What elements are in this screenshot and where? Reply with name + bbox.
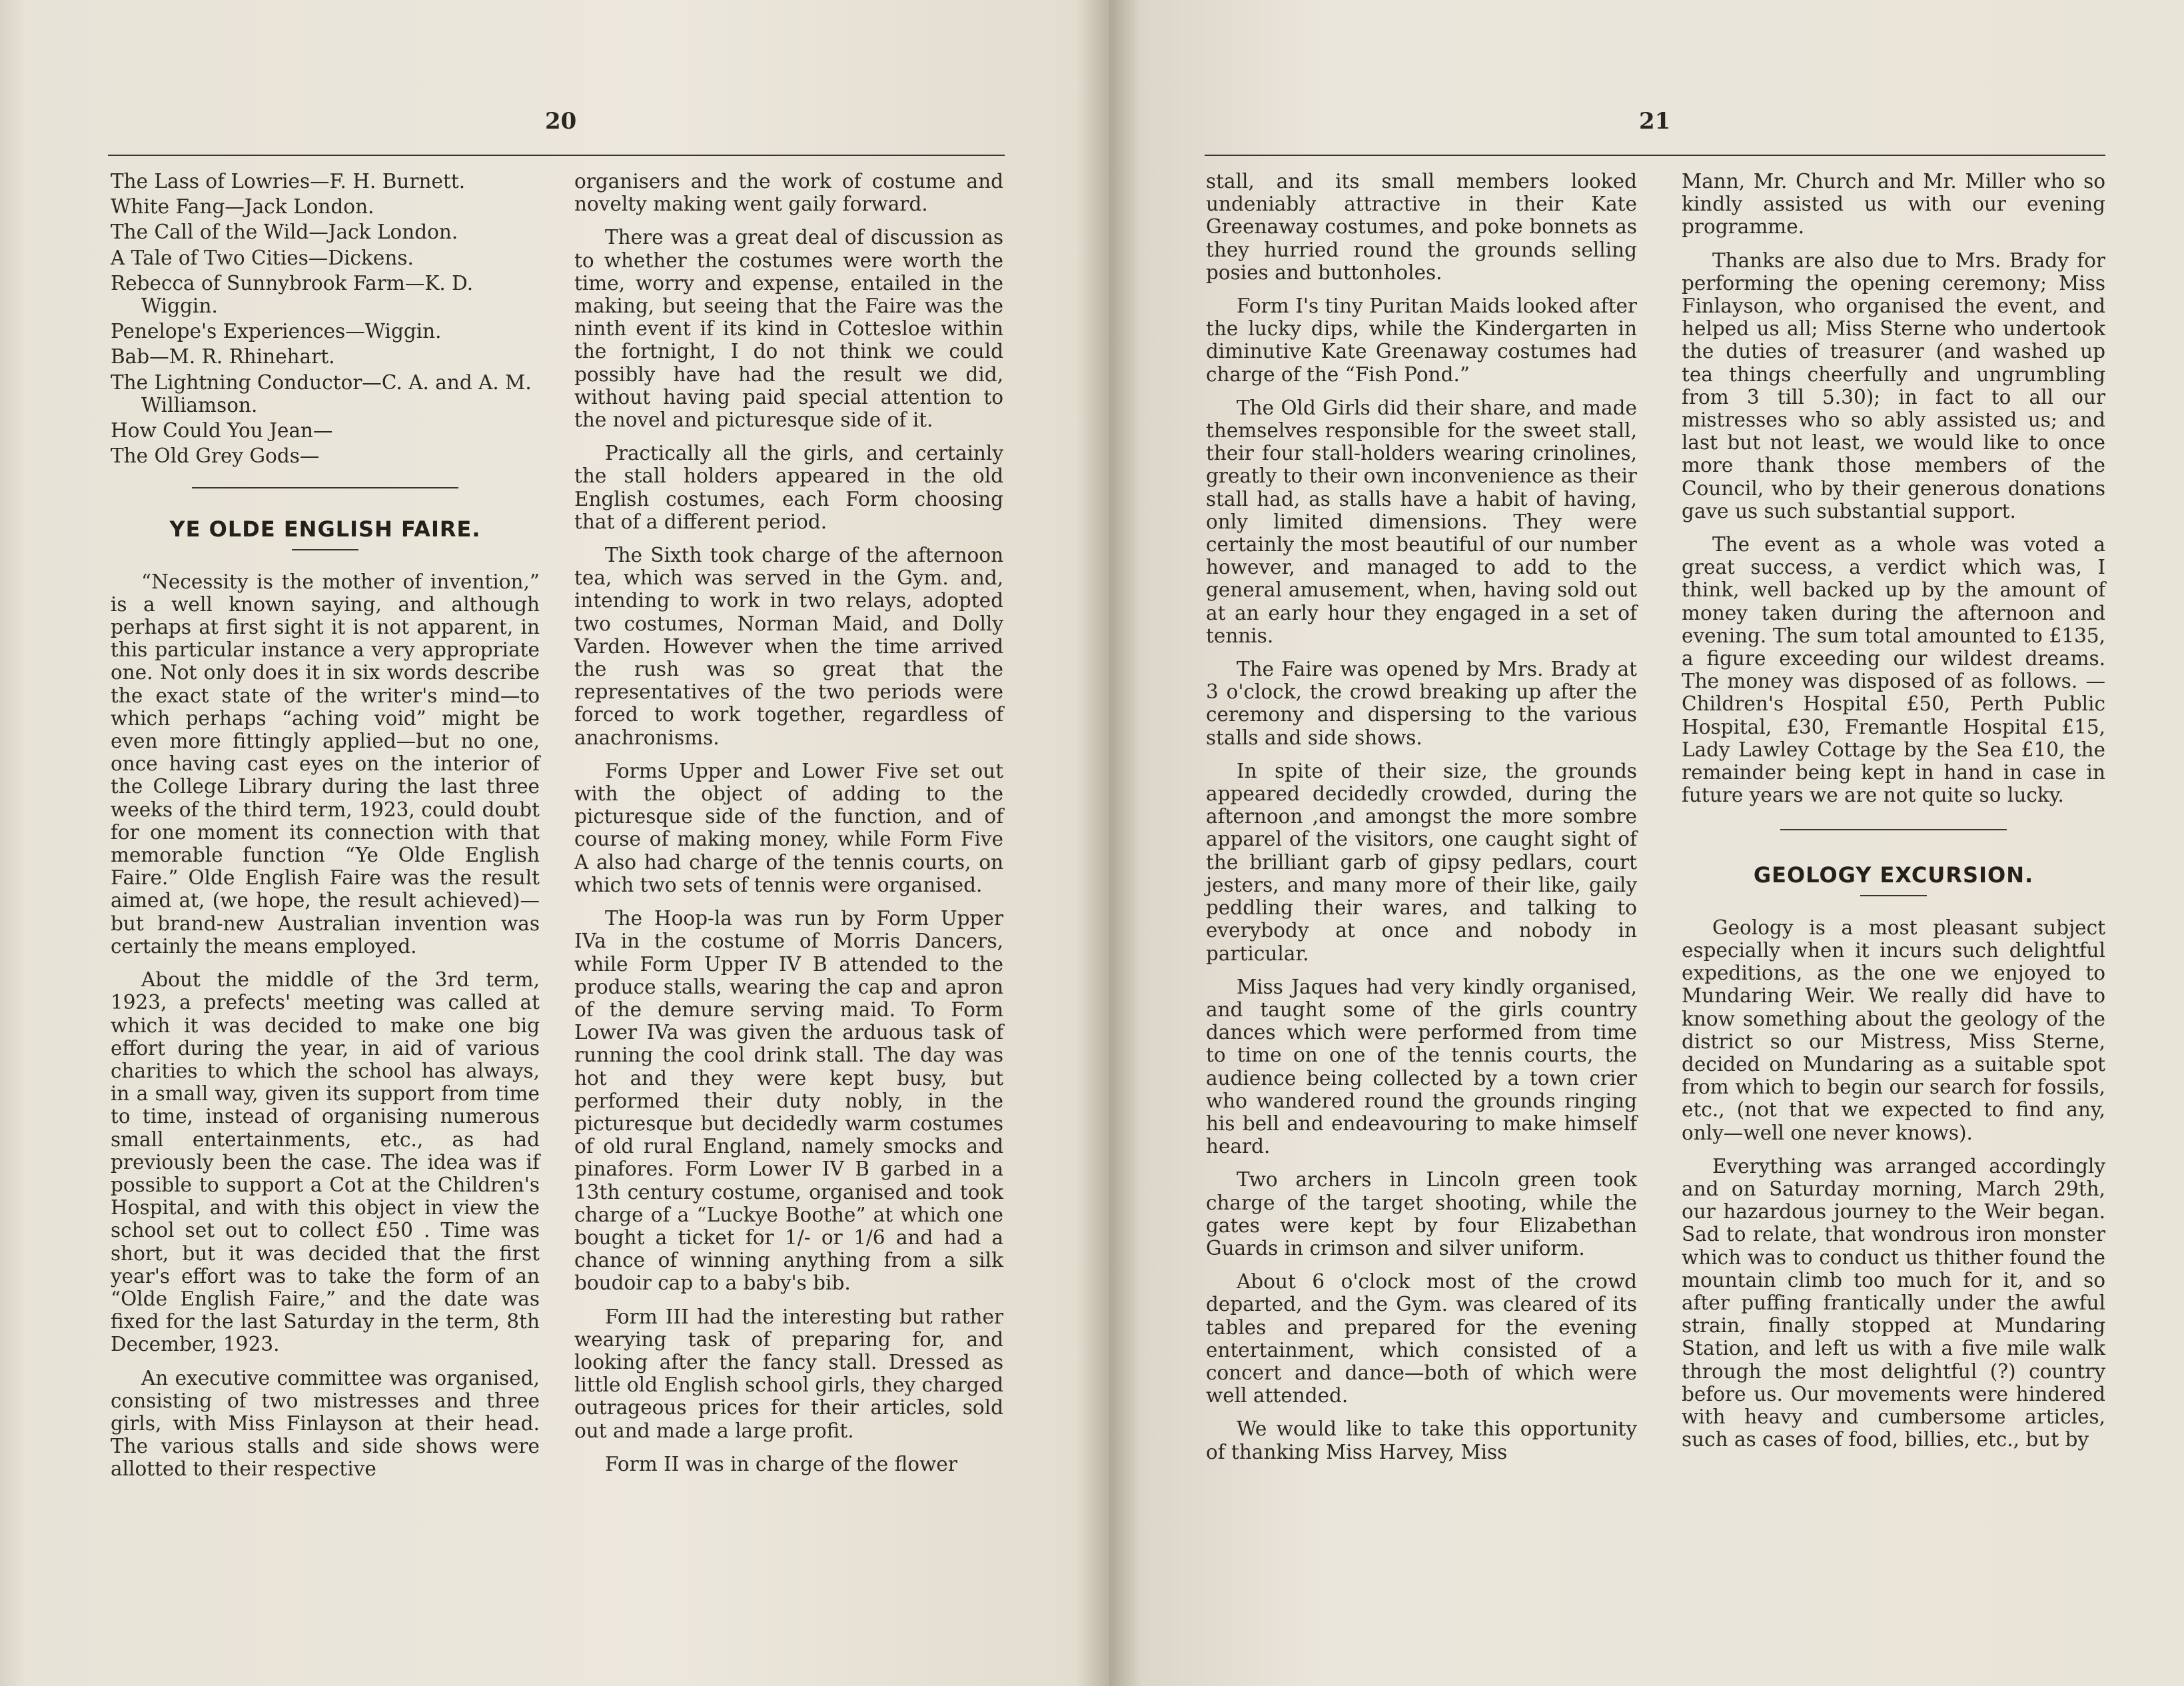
paragraph: The Hoop-la was run by Form Upper IVa in the costume of Morris Dancers, while Form Upper IV B attended to the produce stalls, wearing the cap and apron of the demure serving maid. To Form Lower IVa was given the arduous task of running the cool drink stall. The day was hot and they were kept busy, but performed their duty nobly, in the picturesque but decidedly warm costumes of old rural England, namely smocks and pinafores. Form Lower IV B garbed in a 13th century costume, organised and took charge of a “Luckye Boothe” at which one bought a ticket for 1/- or 1/6 and had a chance of winning anything from a silk boudoir cap to a baby's bib. xyxy=(574,907,1003,1295)
paragraph: “Necessity is the mother of invention,” is a well known saying, and although perhaps at first sight it is not apparent, in this particular instance a very appropriate one. Not only does it in six words describe the exact state of the writer's mind—to which perhaps “aching void” might be even more fittingly applied—but no one, once having cast eyes on the interior of the College Library during the last three weeks of the third term, 1923, could doubt for one moment its connection with that memorable function “Ye Olde English Faire.” Olde English Faire was the result aimed at, (we hope, the result achieved)—but brand-new Australian invention was certainly the means employed. xyxy=(111,570,540,958)
left-column-2 xyxy=(574,170,1003,1486)
paragraph: Forms Upper and Lower Five set out with the object of adding to the picturesque side of the function, and of course of making money, while Form Five A also had charge of the tennis courts, on which two sets of tennis were organised. xyxy=(574,759,1003,896)
paragraph: Thanks are also due to Mrs. Brady for performing the opening ceremony; Miss Finlayson, who organised the event, and helped us all; Miss Sterne who undertook the duties of treasurer (and washed up tea things cheerfully and ungrumbling from 3 till 5.30); in fact to all our mistresses who so ably assisted us; and last but not least, we would like to once more thank those members of the Council, who by their generous donations gave us such substantial support. xyxy=(1682,249,2105,522)
paragraph: Mann, Mr. Church and Mr. Miller who so kindly assisted us with our evening programme. xyxy=(1682,170,2105,239)
right-column-2 xyxy=(1682,170,2105,1461)
section-divider xyxy=(1780,829,2007,830)
paragraph: We would like to take this opportunity of thanking Miss Harvey, Miss xyxy=(1206,1417,1637,1463)
paragraph: In spite of their size, the grounds appeared decidedly crowded, during the afternoon ,and amongst the more sombre apparel of the visitors, one caught sight of the brilliant garb of gipsy pedlars, court jesters, and many more of their like, gaily peddling their wares, and talking to everybody at once and nobody in particular. xyxy=(1206,759,1637,965)
page-number: 21 xyxy=(1639,108,1671,135)
left-column-1 xyxy=(111,170,540,1491)
list-item: How Could You Jean— xyxy=(111,419,333,442)
header-rule xyxy=(1205,155,2105,156)
page-number: 20 xyxy=(545,108,577,135)
paragraph: The Old Girls did their share, and made themselves responsible for the sweet stall, their four stall-holders wearing crinolines, greatly to their own inconvenience as their stall had, as stalls have a habit of having, only limited dimensions. They were certainly the most beautiful of our number however, and managed to add to the general amusement, when, having sold out at an early hour they engaged in a set of tennis. xyxy=(1206,396,1637,647)
header-rule xyxy=(108,155,1005,156)
paragraph: About the middle of the 3rd term, 1923, a prefects' meeting was called at which it was decided to make one big effort during the year, in aid of various charities to which the school has always, in a small way, given its support from time to time, instead of organising numerous small entertainments, etc., as had previously been the case. The idea was if possible to support a Cot at the Children's Hospital, and with this object in view the school set out to collect £50 . Time was short, but it was decided that the first year's effort was to take the form of an “Olde English Faire,” and the date was fixed for the last Saturday in the term, 8th December, 1923. xyxy=(111,968,540,1356)
paragraph: The Faire was opened by Mrs. Brady at 3 o'clock, the crowd breaking up after the ceremony and dispersing to the various stalls and side shows. xyxy=(1206,658,1637,749)
paragraph: Miss Jaques had very kindly organised, and taught some of the girls country dances which were performed from time to time on one of the tennis courts, the audience being collected by a town crier who wandered round the grounds ringing his bell and endeavouring to make himself heard. xyxy=(1206,975,1637,1158)
paragraph: organisers and the work of costume and novelty making went gaily forward. xyxy=(574,170,1003,216)
book-list xyxy=(111,170,540,467)
paragraph: About 6 o'clock most of the crowd departed, and the Gym. was cleared of its tables and prepared for the evening entertainment, which consisted of a concert and dance—both of which were well attended. xyxy=(1206,1270,1637,1407)
paragraph: Two archers in Lincoln green took charge of the target shooting, while the gates were kept by four Elizabethan Guards in crimson and silver uniform. xyxy=(1206,1168,1637,1260)
paragraph: An executive committee was organised, consisting of two mistresses and three girls, with Miss Finlayson at their head. The various stalls and side shows were allotted to their respective xyxy=(111,1366,540,1481)
paragraph: The Sixth took charge of the afternoon tea, which was served in the Gym. and, intending to work in two relays, adopted two costumes, Norman Maid, and Dolly Varden. However when the time arrived the rush was so great that the representatives of the two periods were forced to work together, regardless of anachronisms. xyxy=(574,544,1003,749)
paragraph: The event as a whole was voted a great success, a verdict which was, I think, well backed up by the amount of money taken during the afternoon and evening. The sum total amounted to £135, a figure exceeding our wildest dreams. The money was disposed of as follows. —Children's Hospital £50, Perth Public Hospital, £30, Fremantle Hospital £15, Lady Lawley Cottage by the Sea £10, the remainder being kept in hand in case in future years we are not quite so lucky. xyxy=(1682,533,2105,807)
paragraph: stall, and its small members looked undeniably attractive in their Kate Greenaway costumes, and poke bonnets as they hurried round the grounds selling posies and buttonholes. xyxy=(1206,170,1637,284)
paragraph: Form III had the interesting but rather wearying task of preparing for, and looking after the fancy stall. Dressed as little old English school girls, they charged outrageous prices for their articles, sold out and made a large profit. xyxy=(574,1305,1003,1442)
paragraph: Practically all the girls, and certainly the stall holders appeared in the old English costumes, each Form choosing that of a different period. xyxy=(574,442,1003,533)
list-item: White Fang—Jack London. xyxy=(111,195,374,219)
list-item: The Lightning Conductor—C. A. and A. M. Williamson. xyxy=(111,371,532,417)
paragraph: There was a great deal of discussion as to whether the costumes were worth the time, worry and expense, entailed in the making, but seeing that the Faire was the ninth event if its kind in Cottesloe within the fortnight, I do not think we could possibly have had the result we did, without having paid special attention to the novel and picturesque side of it. xyxy=(574,226,1003,432)
right-page xyxy=(1109,0,2184,1686)
right-column-1 xyxy=(1206,170,1637,1474)
heading-underline xyxy=(1860,895,1927,896)
list-item: The Lass of Lowries—F. H. Burnett. xyxy=(111,170,466,193)
list-item: A Tale of Two Cities—Dickens. xyxy=(111,246,414,269)
list-item: Penelope's Experiences—Wiggin. xyxy=(111,320,442,343)
paragraph: Geology is a most pleasant subject especially when it incurs such delightful expeditions, as the one we enjoyed to Mundaring Weir. We really did have to know something about the geology of the district so our Mistress, Miss Sterne, decided on Mundaring as a suitable spot from which to begin our search for fossils, etc., (not that we expected to find any, only—well one never knows). xyxy=(1682,916,2105,1144)
list-item: Rebecca of Sunnybrook Farm—K. D. Wiggin. xyxy=(111,271,474,318)
heading-underline xyxy=(292,549,358,550)
list-item: Bab—M. R. Rhinehart. xyxy=(111,345,335,369)
section-divider xyxy=(192,487,458,488)
paragraph: Everything was arranged accordingly and on Saturday morning, March 29th, our hazardous journey to the Weir began. Sad to relate, that wondrous iron monster which was to conduct us thither found the mountain climb too much for it, and so after puffing frantically under the awful strain, finally stopped at Mundaring Station, and left us with a five mile walk through the most delightful (?) country before us. Our movements were hindered with heavy and cumbersome articles, such as cases of food, billies, etc., but by xyxy=(1682,1154,2105,1451)
section-heading: YE OLDE ENGLISH FAIRE. xyxy=(169,516,481,542)
list-item: The Call of the Wild—Jack London. xyxy=(111,221,458,244)
list-item: The Old Grey Gods— xyxy=(111,444,320,468)
paragraph: Form I's tiny Puritan Maids looked after the lucky dips, while the Kindergarten in diminutive Kate Greenaway costumes had charge of the “Fish Pond.” xyxy=(1206,295,1637,386)
section-heading: GEOLOGY EXCURSION. xyxy=(1753,862,2034,888)
paragraph: Form II was in charge of the flower xyxy=(605,1452,957,1475)
